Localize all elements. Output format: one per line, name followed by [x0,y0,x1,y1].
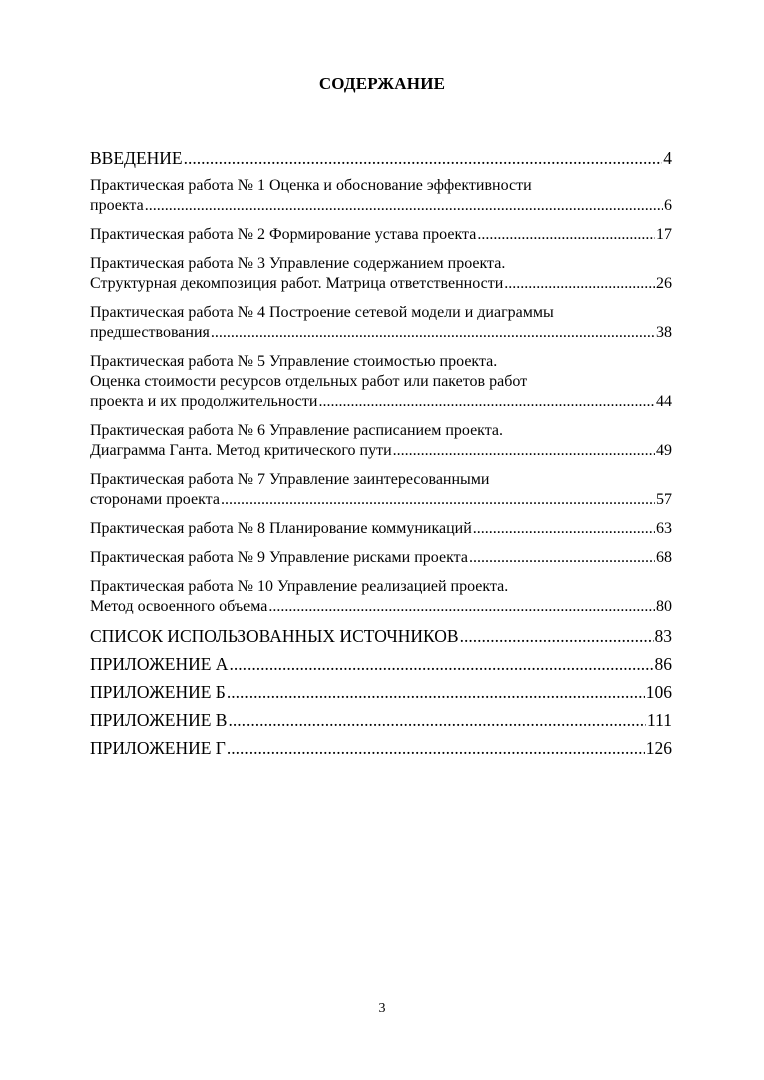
toc-entry-title: ПРИЛОЖЕНИЕ Г [90,738,226,758]
toc-entry-line [90,225,672,245]
dot-leader [469,548,655,568]
toc-entry-title: предшествования [90,324,210,341]
dot-leader [473,519,655,539]
toc-entry-title: ПРИЛОЖЕНИЕ В [90,710,228,730]
toc-entry-practical-1[interactable] [90,176,672,216]
toc-entry-page: 49 [656,442,672,459]
toc-entry-page: 57 [656,491,672,508]
toc-entry-line [90,682,672,702]
toc-entry-title: проекта и их продолжительности [90,393,318,410]
toc-entry-practical-2[interactable] [90,225,672,245]
toc-entry-title: ВВЕДЕНИЕ [90,148,183,168]
toc-entry-title: СПИСОК ИСПОЛЬЗОВАННЫХ ИСТОЧНИКОВ [90,626,459,646]
dot-leader [145,196,663,216]
toc-entry-title-line: Практическая работа № 1 Оценка и обоснование эффективности [90,177,532,194]
toc-entry-line [90,441,672,461]
dot-leader [504,274,655,294]
dot-leader [211,323,655,343]
toc-entry-page: 86 [654,654,672,674]
toc-entry-title: сторонами проекта [90,491,220,508]
toc-entry-title-line: Практическая работа № 7 Управление заинтересованными [90,471,490,488]
toc-entry-practical-4[interactable] [90,303,672,343]
table-of-contents [90,148,672,766]
toc-entry-line [90,519,672,539]
dot-leader [227,738,645,758]
toc-entry-page: 17 [656,226,672,243]
toc-entry-page: 6 [664,197,672,214]
toc-entry-introduction[interactable] [90,148,672,168]
dot-leader [221,490,655,510]
dot-leader [393,441,655,461]
toc-entry-references[interactable] [90,626,672,646]
toc-entry-title-line: Практическая работа № 4 Построение сетевой модели и диаграммы [90,304,554,321]
toc-entry-page: 4 [663,148,672,168]
toc-entry-title-line: Практическая работа № 6 Управление расписанием проекта. [90,422,504,439]
toc-entry-title: Диаграмма Ганта. Метод критического пути [90,442,392,459]
toc-entry-title: ПРИЛОЖЕНИЕ А [90,654,229,674]
toc-entry-appendix-v[interactable] [90,710,672,730]
toc-entry-title: Практическая работа № 9 Управление рисками проекта [90,549,468,566]
toc-entry-title: Метод освоенного объема [90,598,268,615]
dot-leader [228,710,646,730]
toc-entry-title-line: Практическая работа № 10 Управление реализацией проекта. [90,578,509,595]
toc-entry-page: 80 [656,598,672,615]
toc-entry-line [90,392,672,412]
dot-leader [268,597,655,617]
toc-entry-practical-5[interactable] [90,352,672,412]
dot-leader [318,392,655,412]
toc-entry-title-line: Оценка стоимости ресурсов отдельных работ или пакетов работ [90,373,528,390]
toc-entry-page: 106 [645,682,672,702]
dot-leader [229,654,653,674]
dot-leader [477,225,655,245]
toc-entry-page: 26 [656,275,672,292]
toc-entry-title: проекта [90,197,144,214]
toc-entry-page: 63 [656,520,672,537]
toc-entry-page: 83 [654,626,672,646]
toc-entry-line [90,597,672,617]
toc-entry-appendix-b[interactable] [90,682,672,702]
toc-entry-title: ПРИЛОЖЕНИЕ Б [90,682,226,702]
toc-entry-line [90,710,672,730]
toc-entry-line [90,323,672,343]
toc-entry-line [90,196,672,216]
toc-entry-practical-9[interactable] [90,548,672,568]
toc-entry-appendix-g[interactable] [90,738,672,758]
toc-entry-practical-10[interactable] [90,577,672,617]
toc-entry-title-line: Практическая работа № 3 Управление содержанием проекта. [90,255,506,272]
toc-entry-title-line: Практическая работа № 5 Управление стоимостью проекта. [90,353,498,370]
toc-entry-line [90,626,672,646]
toc-entry-line [90,490,672,510]
toc-entry-title: Практическая работа № 2 Формирование устава проекта [90,226,477,243]
page-number: 3 [378,1001,386,1016]
toc-entry-page: 44 [656,393,672,410]
toc-entry-appendix-a[interactable] [90,654,672,674]
toc-entry-page: 38 [656,324,672,341]
toc-entry-page: 68 [656,549,672,566]
dot-leader [227,682,645,702]
dot-leader [184,148,663,168]
toc-entry-line [90,148,672,168]
toc-entry-line [90,274,672,294]
toc-entry-practical-3[interactable] [90,254,672,294]
toc-entry-line [90,548,672,568]
toc-entry-page: 111 [647,710,672,730]
toc-entry-line [90,738,672,758]
toc-entry-practical-6[interactable] [90,421,672,461]
page-title: СОДЕРЖАНИЕ [318,74,446,93]
toc-entry-practical-7[interactable] [90,470,672,510]
toc-entry-line [90,654,672,674]
dot-leader [460,626,654,646]
toc-entry-title: Структурная декомпозиция работ. Матрица ответственности [90,275,504,292]
toc-entry-title: Практическая работа № 8 Планирование коммуникаций [90,520,472,537]
toc-entry-page: 126 [645,738,672,758]
toc-entry-practical-8[interactable] [90,519,672,539]
